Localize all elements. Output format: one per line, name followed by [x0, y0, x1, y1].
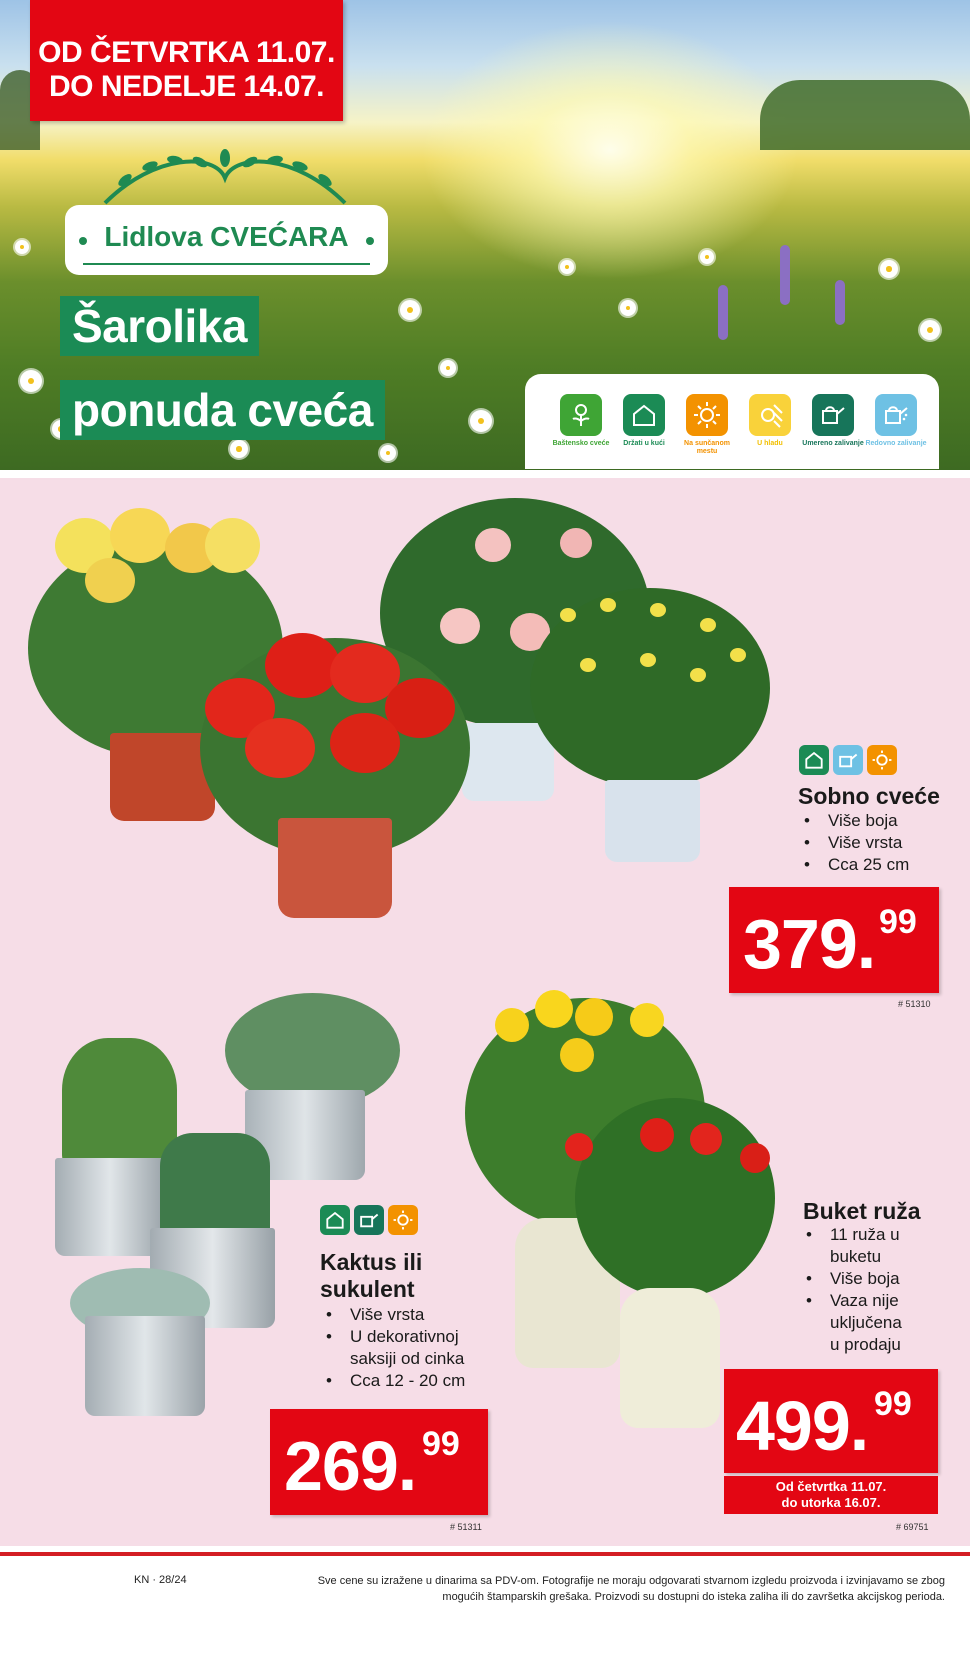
lupin-flower [718, 285, 728, 340]
yellow-bloom [560, 608, 576, 622]
watering-can-regular-icon [833, 745, 863, 775]
daisy [400, 300, 420, 320]
yellow-bloom [730, 648, 746, 662]
date-badge [30, 0, 343, 121]
yellow-rose [630, 1003, 664, 1037]
care-label: Na sunčanom mestu [684, 440, 730, 455]
garden-flower-icon [560, 394, 602, 436]
article-number: # 51311 [450, 1522, 482, 1532]
yellow-rose [575, 998, 613, 1036]
care-label: Držati u kući [623, 440, 665, 447]
care-icon-indoor [613, 394, 675, 448]
bullet: • Cca 12 - 20 cm [320, 1370, 465, 1392]
yellow-rose [495, 1008, 529, 1042]
rose-foliage [575, 1098, 775, 1298]
article-number: # 69751 [896, 1522, 929, 1532]
yellow-bloom [640, 653, 656, 667]
price-main: 269. [284, 1427, 417, 1505]
yellow-flower [110, 508, 170, 563]
cream-vase [620, 1288, 720, 1428]
red-rose [740, 1143, 770, 1173]
yellow-rose [535, 990, 573, 1028]
pink-rose [475, 528, 511, 562]
hero-banner [0, 0, 970, 470]
sun-icon [686, 394, 728, 436]
price-tag-sobno [729, 887, 939, 993]
pink-rose [440, 608, 480, 644]
date-line-1: OD ČETVRTKA 11.07. [38, 36, 335, 69]
validity-line-2: do utorka 16.07. [781, 1495, 881, 1510]
daisy [15, 240, 29, 254]
half-shade-icon [749, 394, 791, 436]
article-number: # 51310 [898, 999, 931, 1009]
yellow-bloom [690, 668, 706, 682]
product-bullets-ruze [800, 1224, 902, 1356]
daisy [380, 445, 396, 461]
house-icon [320, 1205, 350, 1235]
bullet: • Više boja [800, 1268, 902, 1290]
pink-rose [560, 528, 592, 558]
yellow-bloom [580, 658, 596, 672]
sun-icon [867, 745, 897, 775]
lidl-cvecara-logo [65, 205, 388, 275]
footer-disclaimer [245, 1573, 945, 1605]
yellow-flower [205, 518, 260, 573]
yellow-flower [85, 558, 135, 603]
care-label: Umereno zalivanje [802, 440, 864, 447]
daisy [700, 250, 714, 264]
bullet: • Više vrsta [798, 832, 909, 854]
bullet: • Više vrsta [320, 1304, 465, 1326]
zinc-pot [85, 1316, 205, 1416]
sun-glow [420, 20, 800, 280]
red-rose [690, 1123, 722, 1155]
red-rose [640, 1118, 674, 1152]
bullet-continuation: u prodaju [830, 1335, 901, 1354]
price-cents: 99 [879, 903, 917, 941]
footer-divider [0, 1552, 970, 1556]
price-cents: 99 [874, 1385, 912, 1423]
logo-dot [366, 237, 374, 245]
price-tag-kaktus [270, 1409, 488, 1515]
title-line: sukulent [320, 1276, 415, 1302]
daisy [470, 410, 492, 432]
disclaimer-line-2: mogućih štamparskih grešaka. Proizvodi su dostupni do isteka zaliha ili do završetka akcijskog perioda. [442, 1591, 945, 1603]
care-icon-sun [676, 394, 738, 456]
product-section [0, 478, 970, 1546]
bullet: • Cca 25 cm [798, 854, 909, 876]
house-icon [623, 394, 665, 436]
white-pot [605, 780, 700, 862]
watering-can-moderate-icon [354, 1205, 384, 1235]
red-flower [330, 713, 400, 773]
vine-decoration-icon [95, 148, 355, 210]
price-main: 499. [736, 1387, 869, 1465]
red-flower [245, 718, 315, 778]
sobno-care-icons [799, 745, 897, 775]
bullet: • Vaza nije [800, 1290, 902, 1312]
red-rose [565, 1133, 593, 1161]
product-title-sobno: Sobno cveće [798, 783, 940, 809]
house-icon [799, 745, 829, 775]
bullet-continuation: saksiji od cinka [350, 1349, 465, 1368]
lupin-flower [835, 280, 845, 325]
cactus [62, 1038, 177, 1168]
sun-icon [388, 1205, 418, 1235]
lupin-flower [780, 245, 790, 305]
catalog-code: KN · 28/24 [134, 1574, 187, 1586]
validity-ribbon [724, 1476, 938, 1514]
background-trees [760, 80, 970, 150]
care-icon-regular-water [865, 394, 927, 448]
cactus [160, 1133, 270, 1243]
disclaimer-line-1: Sve cene su izražene u dinarima sa PDV-om. Fotografije ne moraju odgovarati stvarnom izgledu proizvoda i izvinjavamo se zbog [317, 1575, 945, 1587]
red-flower [265, 633, 340, 698]
title-line: Kaktus ili [320, 1249, 423, 1275]
daisy [620, 300, 636, 316]
logo-underline [83, 263, 370, 265]
zinc-pot [55, 1158, 165, 1256]
care-label: Redovno zalivanje [865, 440, 927, 447]
bullet: • 11 ruža u [800, 1224, 902, 1246]
bullet: • U dekorativnoj [320, 1326, 465, 1348]
price-cents: 99 [422, 1425, 460, 1463]
daisy [880, 260, 898, 278]
watering-can-moderate-icon [812, 394, 854, 436]
care-icon-shade [739, 394, 801, 448]
kaktus-care-icons [320, 1205, 418, 1235]
daisy [440, 360, 456, 376]
price-main: 379. [743, 905, 876, 983]
headline-line-1: Šarolika [60, 296, 259, 356]
daisy [920, 320, 940, 340]
product-title-kaktus [320, 1249, 422, 1303]
product-title-ruze: Buket ruža [803, 1198, 921, 1224]
yellow-bloom [600, 598, 616, 612]
terracotta-pot [278, 818, 392, 918]
yellow-rose [560, 1038, 594, 1072]
daisy [20, 370, 42, 392]
care-icon-moderate-water [802, 394, 864, 448]
headline-line-2: ponuda cveća [60, 380, 385, 440]
care-icon-garden [550, 394, 612, 448]
yellow-bloom [700, 618, 716, 632]
price-tag-ruze [724, 1369, 938, 1473]
daisy [230, 440, 248, 458]
product-bullets-kaktus [320, 1304, 465, 1392]
validity-line-1: Od četvrtka 11.07. [775, 1479, 887, 1494]
bullet: • Više boja [798, 810, 909, 832]
daisy [560, 260, 574, 274]
yellow-bloom [650, 603, 666, 617]
watering-can-regular-icon [875, 394, 917, 436]
care-icons-panel [525, 374, 939, 469]
bullet-continuation: uključena [830, 1313, 902, 1332]
care-label: U hladu [757, 440, 783, 447]
white-pot [462, 723, 554, 801]
product-bullets-sobno [798, 810, 909, 876]
bullet-continuation: buketu [830, 1247, 882, 1266]
date-line-2: DO NEDELJE 14.07. [49, 70, 324, 103]
care-label: Baštensko cveće [552, 440, 610, 447]
logo-text: Lidlova CVEĆARA [104, 221, 349, 252]
